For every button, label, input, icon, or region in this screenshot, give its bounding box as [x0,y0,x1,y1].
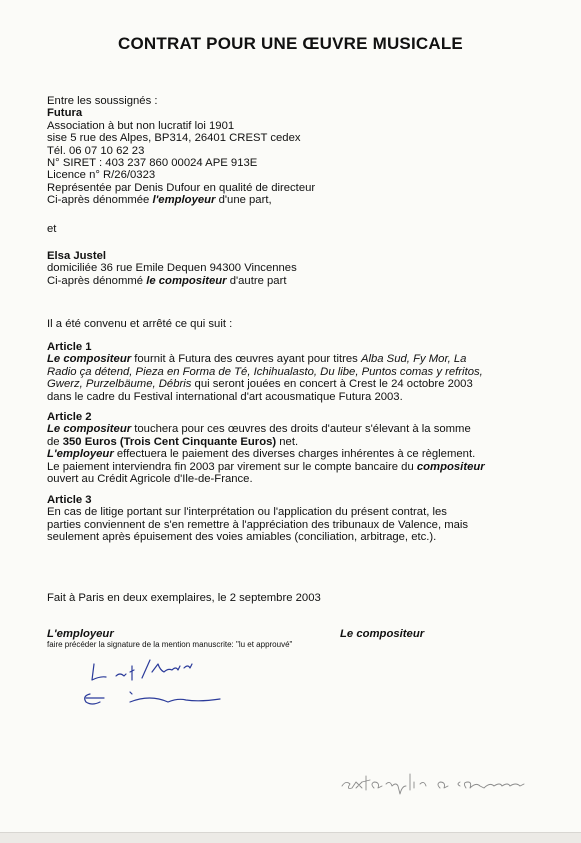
closing-text: Fait à Paris en deux exemplaires, le 2 septembre 2003 [47,592,321,604]
employer-designation: Ci-après dénommée l'employeur d'une part, [47,194,272,207]
page-title: CONTRAT POUR UNE ŒUVRE MUSICALE [118,34,463,53]
pencil-annotation [340,768,540,798]
and-text: et [47,223,57,235]
employer-siret: N° SIRET : 403 237 860 00024 APE 913E [47,157,258,170]
composer-designation: Ci-après dénommé le compositeur d'autre part [47,274,287,287]
page-bottom-edge [0,832,581,843]
article-3-heading: Article 3 [47,494,92,506]
employer-representative: Représentée par Denis Dufour en qualité de directeur [47,181,316,194]
article-3: Article 3 En cas de litige portant sur l'interprétation ou l'application du présent contrat, les parties conviennent de s'en remettre à l'appréciation des tribunaux de Valence, mais seulement après épuisement des voies amiables (conciliation, arbitrage, etc.). [47,494,547,544]
agreed-text: Il a été convenu et arrêté ce qui suit : [47,318,233,330]
composer-name: Elsa Justel [47,250,107,262]
composer-signature-label: Le compositeur [340,628,425,640]
article-1: Article 1 Le compositeur fournit à Futura des œuvres ayant pour titres Alba Sud, Fy Mor, La Radio ça détend, Pieza en Forma de Té, Ichihualasto, Du libe, Puntos comas y refritos, Gwerz, Purzelbäume, Débris qui seront jouées en concert à Crest le 24 octobre 2003 dans le cadre du Festival international d'art acousmatique Futura 2003. [47,341,547,403]
intro-text: Entre les soussignés : [47,95,158,107]
article-1-heading: Article 1 [47,341,92,353]
party-employer [47,95,547,207]
article-2: Article 2 Le compositeur touchera pour ces œuvres des droits d'auteur s'élevant à la somme de 350 Euros (Trois Cent Cinquante Euros) net. L'employeur effectuera le paiement des diverses charges inhérentes à ce règlement. Le paiement interviendra fin 2003 par virement sur le compte bancaire du compositeur ouvert au Crédit Agricole d'Ile-de-France. [47,411,547,485]
party-composer [47,250,547,287]
employer-name: Futura [47,107,83,120]
composer-address: domiciliée 36 rue Emile Dequen 94300 Vincennes [47,262,297,275]
article-2-heading: Article 2 [47,411,92,423]
handwritten-signature [60,650,260,720]
employer-phone: Tél. 06 07 10 62 23 [47,144,145,157]
employer-licence: Licence n° R/26/0323 [47,169,156,182]
employer-address: sise 5 rue des Alpes, BP314, 26401 CREST cedex [47,132,301,145]
signature-instruction: faire précéder la signature de la mention manuscrite: "lu et approuvé" [47,640,293,649]
employer-signature-label: L'employeur [47,628,114,640]
employer-line: Association à but non lucratif loi 1901 [47,119,235,132]
